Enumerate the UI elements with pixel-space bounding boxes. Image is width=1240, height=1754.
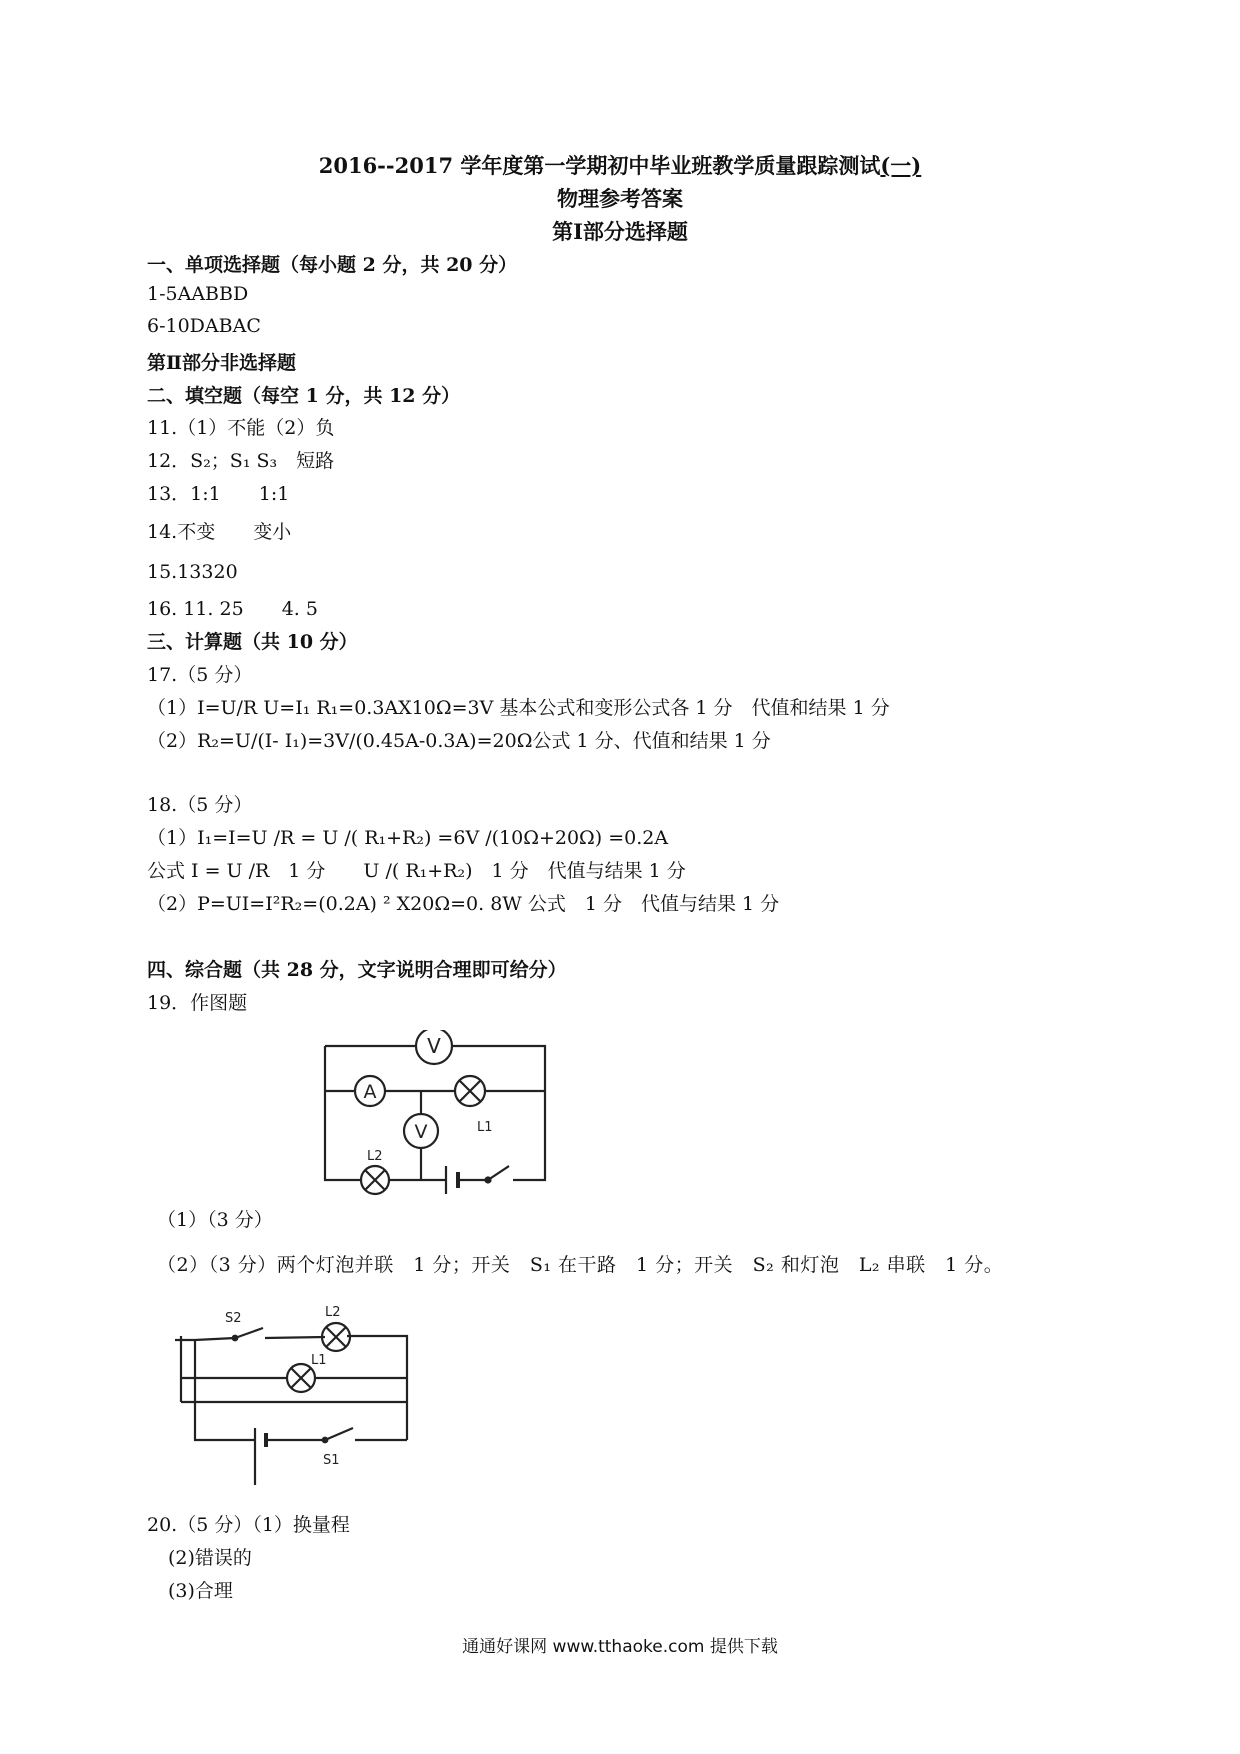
d2-switch-s2-pivot: [233, 1336, 238, 1341]
d1-lamp-l1-label: L1: [477, 1120, 493, 1135]
part1-heading: 第Ⅰ部分选择题: [552, 219, 688, 244]
section2-heading: 二、填空题（每空 1 分，共 12 分）: [147, 385, 461, 407]
answer-q17-title: 17.（5 分）: [147, 664, 253, 686]
d1-lamp-l2-label: L2: [367, 1149, 383, 1164]
answer-q17-part1: （1）I=U/R U=I₁ R₁=0.3AX10Ω=3V 基本公式和变形公式各 1 分 代值和结果 1 分: [147, 697, 890, 719]
answer-q18-part2: （2）P=UI=I²R₂=(0.2A) ² X20Ω=0. 8W 公式 1 分 代值与结果 1 分: [147, 893, 780, 915]
d2-lamp-l2-label: L2: [325, 1305, 341, 1320]
answer-q20-part1: 20.（5 分）（1）换量程: [147, 1514, 350, 1536]
d1-wire-top-right: [452, 1046, 545, 1180]
page-title-suffix: (一): [880, 153, 922, 178]
answer-q16: 16. 11. 25 4. 5: [147, 598, 318, 620]
answer-q19-title: 19．作图题: [147, 992, 248, 1014]
circuit-diagram-2: [175, 1300, 455, 1490]
d2-wire-top-mid: [265, 1337, 325, 1338]
page-footer: 通通好课网 www.tthaoke.com 提供下载: [462, 1637, 778, 1657]
answer-q17-part2: （2）R₂=U/(I- I₁)=3V/(0.45A-0.3A)=20Ω公式 1 分、代值和结果 1 分: [147, 730, 771, 752]
d2-switch-s1-blade: [325, 1428, 353, 1440]
d1-voltmeter-mid-label: V: [414, 1121, 428, 1143]
d2-wire-top-right: [347, 1336, 407, 1440]
d2-wire-top-left: [195, 1338, 235, 1340]
answer-q20-part3: (3)合理: [168, 1580, 233, 1602]
answer-q11: 11.（1）不能（2）负: [147, 417, 335, 439]
page-subtitle: 物理参考答案: [557, 186, 683, 211]
page-title: [0, 150, 1240, 180]
answer-q18-scoring: 公式 I = U /R 1 分 U /( R₁+R₂) 1 分 代值与结果 1 分: [147, 860, 686, 882]
answer-q20-part2: (2)错误的: [168, 1547, 252, 1569]
d2-switch-s1-label: S1: [323, 1453, 340, 1468]
d2-switch-s2-label: S2: [225, 1311, 242, 1326]
d1-wire-left: [325, 1046, 361, 1180]
d2-switch-s2-blade: [235, 1328, 263, 1338]
answer-q15: 15.13320: [147, 561, 238, 583]
d1-voltmeter-top-label: V: [427, 1034, 441, 1058]
page-title-text: 2016--2017 学年度第一学期初中毕业班教学质量跟踪测试: [318, 153, 881, 178]
d2-switch-s1-pivot: [323, 1438, 328, 1443]
answer-line-1-5: 1-5AABBD: [147, 283, 249, 305]
answer-q19-part2: （2）（3 分）两个灯泡并联 1 分；开关 S₁ 在干路 1 分；开关 S₂ 和灯泡 L₂ 串联 1 分。: [157, 1254, 1004, 1276]
answer-q12: 12．S₂；S₁ S₃ 短路: [147, 450, 335, 472]
d1-switch-pivot: [486, 1178, 491, 1183]
answer-q13: 13．1:1 1:1: [147, 483, 290, 505]
d1-ammeter-label: A: [363, 1081, 377, 1103]
circuit-diagram-1: [315, 1030, 575, 1200]
answer-q14: 14.不变 变小: [147, 521, 292, 543]
answer-line-6-10: 6-10DABAC: [147, 315, 261, 337]
section4-heading: 四、综合题（共 28 分，文字说明合理即可给分）: [147, 959, 567, 981]
answer-q18-part1: （1）I₁=I=U /R = U /( R₁+R₂) =6V /(10Ω+20Ω) =0.2A: [147, 827, 669, 849]
d1-switch-blade: [488, 1166, 509, 1180]
answer-q18-title: 18.（5 分）: [147, 794, 253, 816]
d2-lamp-l1-label: L1: [311, 1353, 327, 1368]
section3-heading: 三、计算题（共 10 分）: [147, 631, 358, 653]
section1-heading: 一、单项选择题（每小题 2 分，共 20 分）: [147, 254, 518, 276]
part2-heading: 第Ⅱ部分非选择题: [147, 352, 297, 374]
d2-wire-left: [195, 1340, 255, 1440]
answer-q19-part1: （1）（3 分）: [157, 1209, 273, 1231]
